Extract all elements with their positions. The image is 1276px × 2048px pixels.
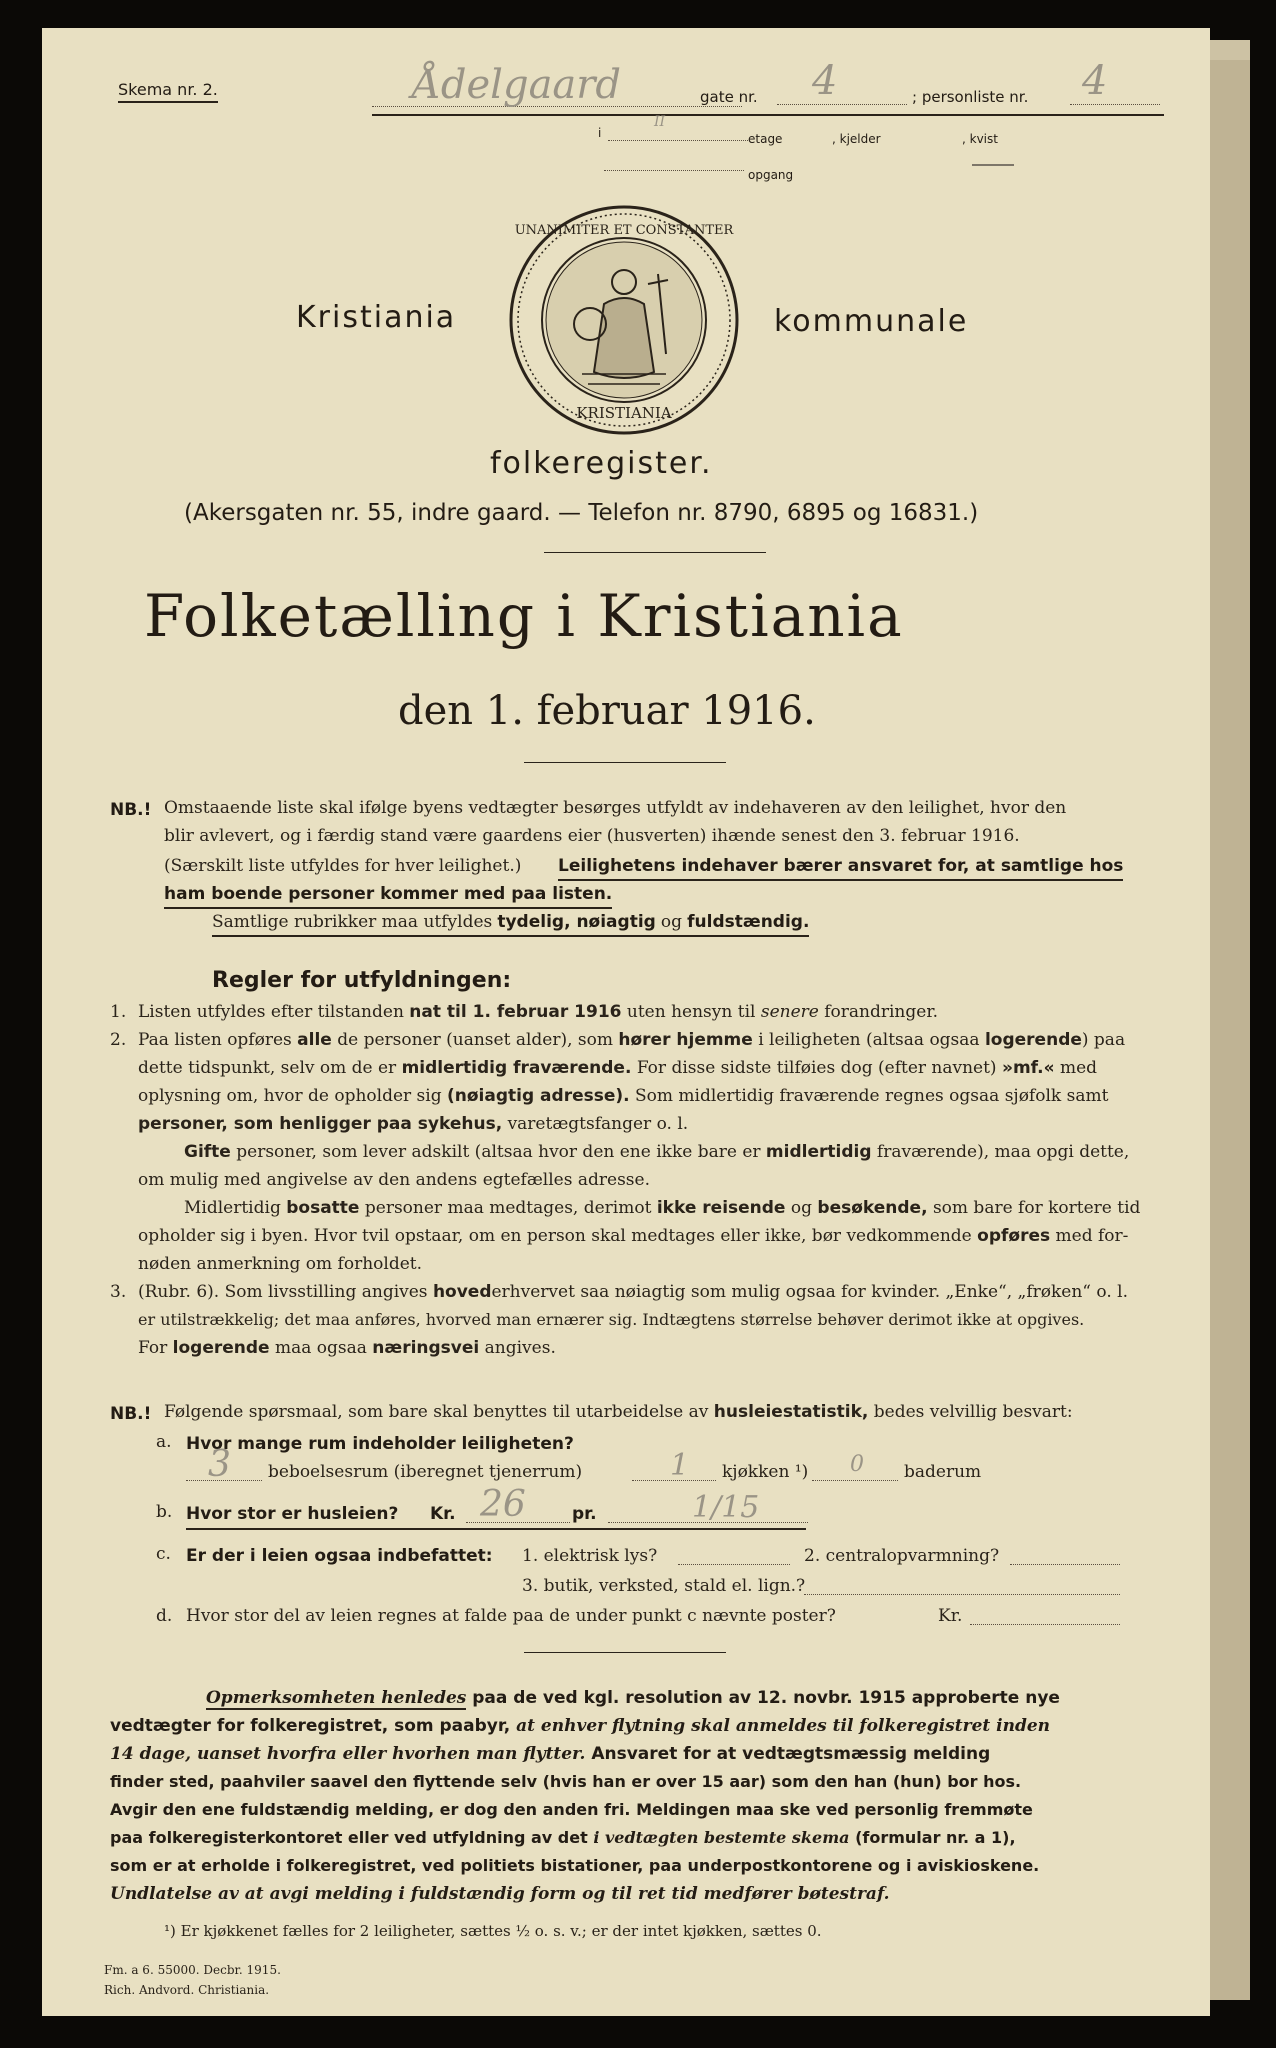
notice-l6-b: i vedtægten bestemte skema (593, 1828, 850, 1847)
rule-3-l3-b: logerende (172, 1338, 270, 1358)
divider-bottom (524, 1652, 726, 1653)
rule-3-l3-c: maa ogsaa (274, 1338, 367, 1358)
form-page (42, 28, 1210, 2016)
svg-text:KRISTIANIA: KRISTIANIA (576, 404, 672, 422)
kjelder-label: , kjelder (832, 132, 881, 146)
rule-2-l8-c: med for- (1055, 1226, 1129, 1246)
notice-line-4: finder sted, paahviler saavel den flyttende selv (hvis han er over 15 aar) som den han (hun) bor hos. (110, 1772, 1022, 1791)
rent-period-handwritten: 1/15 (692, 1490, 760, 1525)
rule-1-number: 1. (110, 1002, 127, 1022)
rule-1-d: senere (760, 1002, 819, 1022)
rule-2-l3-c: Som midlertidig fraværende regnes ogsaa sjøfolk samt (635, 1086, 1109, 1106)
gate-handwritten: 4 (812, 58, 838, 104)
nb2-label: NB.! (110, 1404, 152, 1424)
rule-2-line-7 (184, 1200, 1140, 1217)
etage-label: etage (748, 132, 783, 146)
divider-middle (524, 762, 726, 763)
nb1-line-5-bold-2: fuldstændig. (687, 912, 810, 932)
rule-2-l7-g: som bare for kortere tid (932, 1198, 1141, 1218)
back-page-edge-2 (1210, 60, 1250, 2000)
rule-2-l7-c: personer maa medtages, derimot (364, 1198, 652, 1218)
floor-field (608, 126, 748, 141)
rule-2-line-9: nøden anmerkning om forholdet. (138, 1254, 423, 1274)
question-c-1: 1. elektrisk lys? (522, 1546, 658, 1566)
gate-field (777, 74, 907, 105)
question-c-3: 3. butik, verksted, stald el. lign.? (522, 1576, 806, 1596)
rule-1-b: nat til 1. februar 1916 (409, 1002, 622, 1022)
rule-2-line-4 (138, 1116, 688, 1133)
rule-2-l5-b: personer, som lever adskilt (altsaa hvor den ene ikke bare er (236, 1142, 761, 1162)
baderum-label: baderum (904, 1462, 982, 1482)
notice-line-5: Avgir den ene fuldstændig melding, er dog den anden fri. Meldingen maa ske ved personlig fremmøte (110, 1800, 1033, 1819)
nb1-line-5-plain: Samtlige rubrikker maa utfyldes (212, 912, 493, 932)
rule-3-l1-c: erhvervet saa nøiagtig som mulig ogsaa for kvinder. „Enke“, „frøken“ o. l. (491, 1282, 1128, 1302)
rule-2-l1-e: i leiligheten (altsaa ogsaa (758, 1030, 980, 1050)
street-handwritten: Ådelgaard (412, 62, 621, 108)
nb1-line-5-og: og (660, 912, 683, 932)
census-title: Folketælling i Kristiania (144, 582, 904, 650)
rule-2-l4-b: varetægtsfanger o. l. (507, 1114, 689, 1134)
seal-graphic (508, 204, 740, 436)
rule-1-e: forandringer. (824, 1002, 938, 1022)
notice-line-3 (110, 1744, 990, 1764)
rule-2-l3-a: oplysning om, hvor de opholder sig (138, 1086, 442, 1106)
question-a-letter: a. (156, 1432, 172, 1452)
question-c-2: 2. centralopvarmning? (804, 1546, 1000, 1566)
rule-3-line-2: er utilstrækkelig; det maa anføres, hvorved man ernærer sig. Indtægtens størrelse behøver derimot ikke at opgives. (138, 1310, 1085, 1329)
rule-2-l7-a: Midlertidig (184, 1198, 281, 1218)
footnote: ¹) Er kjøkkenet fælles for 2 leiligheter, sættes ½ o. s. v.; er der intet kjøkken, sættes 0. (164, 1922, 822, 1940)
rule-2-line-6: om mulig med angivelse av den andens egtefælles adresse. (138, 1170, 650, 1190)
rule-2-l2-e: med (1060, 1058, 1098, 1078)
notice-l1-b: paa de ved kgl. resolution av 12. novbr. 1915 approberte nye (472, 1688, 1060, 1708)
bath-field (812, 1480, 898, 1481)
opgang-field (604, 170, 744, 171)
nb1-line-3-bold: Leilighetens indehaver bærer ansvaret for, at samtlige hos (558, 856, 1123, 881)
notice-l1-a: Opmerksomheten henledes (206, 1688, 467, 1708)
printer-line-2: Rich. Andvord. Christiania. (104, 1983, 270, 1997)
rule-2-l5-a: Gifte (184, 1142, 231, 1162)
rule-2-line-5 (184, 1144, 1129, 1161)
rule-2-l1-f: logerende (984, 1030, 1082, 1050)
rule-2-l5-d: fraværende), maa opgi dette, (876, 1142, 1130, 1162)
question-b-pr: pr. (572, 1504, 597, 1524)
question-d-letter: d. (156, 1606, 173, 1626)
notice-line-7: som er at erholde i folkeregistret, ved politiets bistationer, paa underpostkontorene og i aviskioskene. (110, 1856, 1040, 1875)
rule-2-l1-b: alle (297, 1030, 332, 1050)
kvist-label: , kvist (962, 132, 998, 146)
kvist-handwritten-mark (972, 164, 1014, 166)
office-left-word: Kristiania (296, 300, 457, 335)
rule-2-l7-d: ikke reisende (656, 1198, 786, 1218)
floor-handwritten: II (654, 114, 666, 130)
question-c-text: Er der i leien ogsaa indbefattet: (186, 1546, 493, 1566)
nb1-line-2: blir avlevert, og i færdig stand være gaardens eier (husverten) ihænde senest den 3. februar 1916. (164, 826, 1020, 846)
notice-l3-b: Ansvaret for at vedtægtsmæssig melding (591, 1744, 991, 1764)
rule-2-l7-b: bosatte (286, 1198, 360, 1218)
bath-handwritten: 0 (850, 1452, 864, 1477)
question-c-letter: c. (156, 1544, 171, 1564)
rule-3-l3-e: angives. (484, 1338, 556, 1358)
rule-3-l1-a: (Rubr. 6). Som livsstilling angives (138, 1282, 428, 1302)
rule-2-line-2 (138, 1060, 1097, 1077)
i-label: i (598, 126, 602, 140)
rule-2-l7-e: og (790, 1198, 812, 1218)
rule-3-line-1 (138, 1284, 1128, 1301)
office-right-word: kommunale (774, 304, 969, 339)
personliste-handwritten: 4 (1082, 58, 1108, 104)
rule-2-l2-c: For disse sidste tilføies dog (efter navnet) (636, 1058, 997, 1078)
rule-2-l2-a: dette tidspunkt, selv om de er (138, 1058, 397, 1078)
rule-2-l8-a: opholder sig i byen. Hvor tvil opstaar, om en person skal medtages eller ikke, bør vedkommende (138, 1226, 972, 1246)
rule-2-l1-d: hører hjemme (618, 1030, 753, 1050)
rule-2-l1-c: de personer (uanset alder), som (337, 1030, 613, 1050)
rule-1-a: Listen utfyldes efter tilstanden (138, 1002, 404, 1022)
notice-l6-c: (formular nr. a 1), (855, 1828, 1016, 1847)
opgang-label: opgang (748, 168, 794, 182)
rule-2-line-1 (138, 1032, 1125, 1049)
rule-3-number: 3. (110, 1282, 127, 1302)
question-b-kr: Kr. (430, 1504, 456, 1524)
notice-l2-b: at enhver flytning skal anmeldes til folkeregistret inden (516, 1716, 1051, 1736)
rent-amount-handwritten: 26 (480, 1484, 526, 1525)
census-date: den 1. februar 1916. (398, 688, 816, 734)
rule-1-c: uten hensyn til (626, 1002, 756, 1022)
notice-line-1 (206, 1688, 1060, 1708)
rule-2-l5-c: midlertidig (765, 1142, 872, 1162)
rule-2-l7-f: besøkende, (817, 1198, 928, 1218)
nb1-line-5-bold-1: tydelig, nøiagtig (497, 912, 656, 932)
question-d-kr: Kr. (938, 1606, 963, 1626)
question-c-3-field (804, 1594, 1120, 1595)
notice-line-8 (110, 1884, 890, 1904)
rules-heading: Regler for utfyldningen: (212, 968, 512, 993)
rule-3-l1-b: hoved (432, 1282, 492, 1302)
rooms-handwritten: 3 (208, 1444, 231, 1485)
question-d-field (970, 1624, 1120, 1625)
skema-label: Skema nr. 2. (118, 80, 218, 103)
rule-3-l3-d: næringsvei (372, 1338, 480, 1358)
rule-2-l1-a: Paa listen opføres (138, 1030, 292, 1050)
personliste-label: ; personliste nr. (912, 88, 1029, 106)
notice-l3-a: 14 dage, uanset hvorfra eller hvorhen man flytter. (110, 1744, 586, 1764)
notice-l2-a: vedtægter for folkeregistret, som paabyr, (110, 1716, 511, 1736)
divider-top (544, 552, 766, 553)
header-rule (372, 114, 1164, 116)
nb1-line-1: Omstaaende liste skal ifølge byens vedtægter besørges utfyldt av indehaveren av den leilighet, hvor den (164, 798, 1067, 818)
office-register-word: folkeregister. (490, 446, 713, 481)
nb1-line-5 (212, 912, 809, 937)
nb1-line-3-plain: (Særskilt liste utfyldes for hver leilighet.) (164, 856, 522, 876)
nb1-label: NB.! (110, 800, 152, 820)
nb2-intro-c: bedes velvillig besvart: (873, 1402, 1073, 1422)
rule-2-l3-b: (nøiagtig adresse). (447, 1086, 630, 1106)
rule-2-line-8 (138, 1228, 1128, 1245)
city-seal (508, 204, 740, 436)
nb1-line-4-bold: ham boende personer kommer med paa listen. (164, 884, 612, 909)
rule-3-l3-a: For (138, 1338, 168, 1358)
question-c-2-field (1010, 1564, 1120, 1565)
question-d-text: Hvor stor del av leien regnes at falde paa de under punkt c nævnte poster? (186, 1606, 836, 1626)
kjokken-label: kjøkken ¹) (722, 1462, 809, 1482)
notice-line-2 (110, 1716, 1050, 1736)
rule-3-line-3 (138, 1340, 556, 1357)
beboelsesrum-label: beboelsesrum (iberegnet tjenerrum) (268, 1462, 583, 1482)
gate-label: gate nr. (700, 88, 758, 106)
rule-2-l2-b: midlertidig fraværende. (401, 1058, 632, 1078)
question-c-1-field (678, 1564, 790, 1565)
notice-line-6 (110, 1828, 1016, 1847)
notice-l6-a: paa folkeregisterkontoret eller ved utfyldning av det (110, 1828, 588, 1847)
nb2-intro (164, 1404, 1073, 1421)
nb2-intro-b: husleiestatistik, (713, 1402, 869, 1422)
rule-2-l1-g: ) paa (1081, 1030, 1126, 1050)
rule-2-l4-a: personer, som henligger paa sykehus, (138, 1114, 503, 1134)
notice-l8: Undlatelse av at avgi melding i fuldstændig form og til ret tid medfører bøtestraf. (110, 1884, 890, 1904)
question-b-text: Hvor stor er husleien? (186, 1504, 399, 1524)
rule-2-number: 2. (110, 1030, 127, 1050)
office-address: (Akersgaten nr. 55, indre gaard. — Telefon nr. 8790, 6895 og 16831.) (184, 500, 979, 526)
printer-line-1: Fm. a 6. 55000. Decbr. 1915. (104, 1963, 281, 1977)
question-a-text: Hvor mange rum indeholder leiligheten? (186, 1434, 574, 1454)
svg-text:UNANIMITER ET CONSTANTER: UNANIMITER ET CONSTANTER (514, 223, 734, 238)
rule-2-l8-b: opføres (977, 1226, 1051, 1246)
question-b-underline (186, 1528, 806, 1530)
nb2-intro-a: Følgende spørsmaal, som bare skal benyttes til utarbeidelse av (164, 1402, 709, 1422)
rule-1-line (138, 1004, 938, 1021)
question-b-letter: b. (156, 1502, 173, 1522)
rule-2-line-3 (138, 1088, 1108, 1105)
kitchen-handwritten: 1 (670, 1448, 690, 1483)
rule-2-l2-d: »mf.« (1001, 1058, 1055, 1078)
